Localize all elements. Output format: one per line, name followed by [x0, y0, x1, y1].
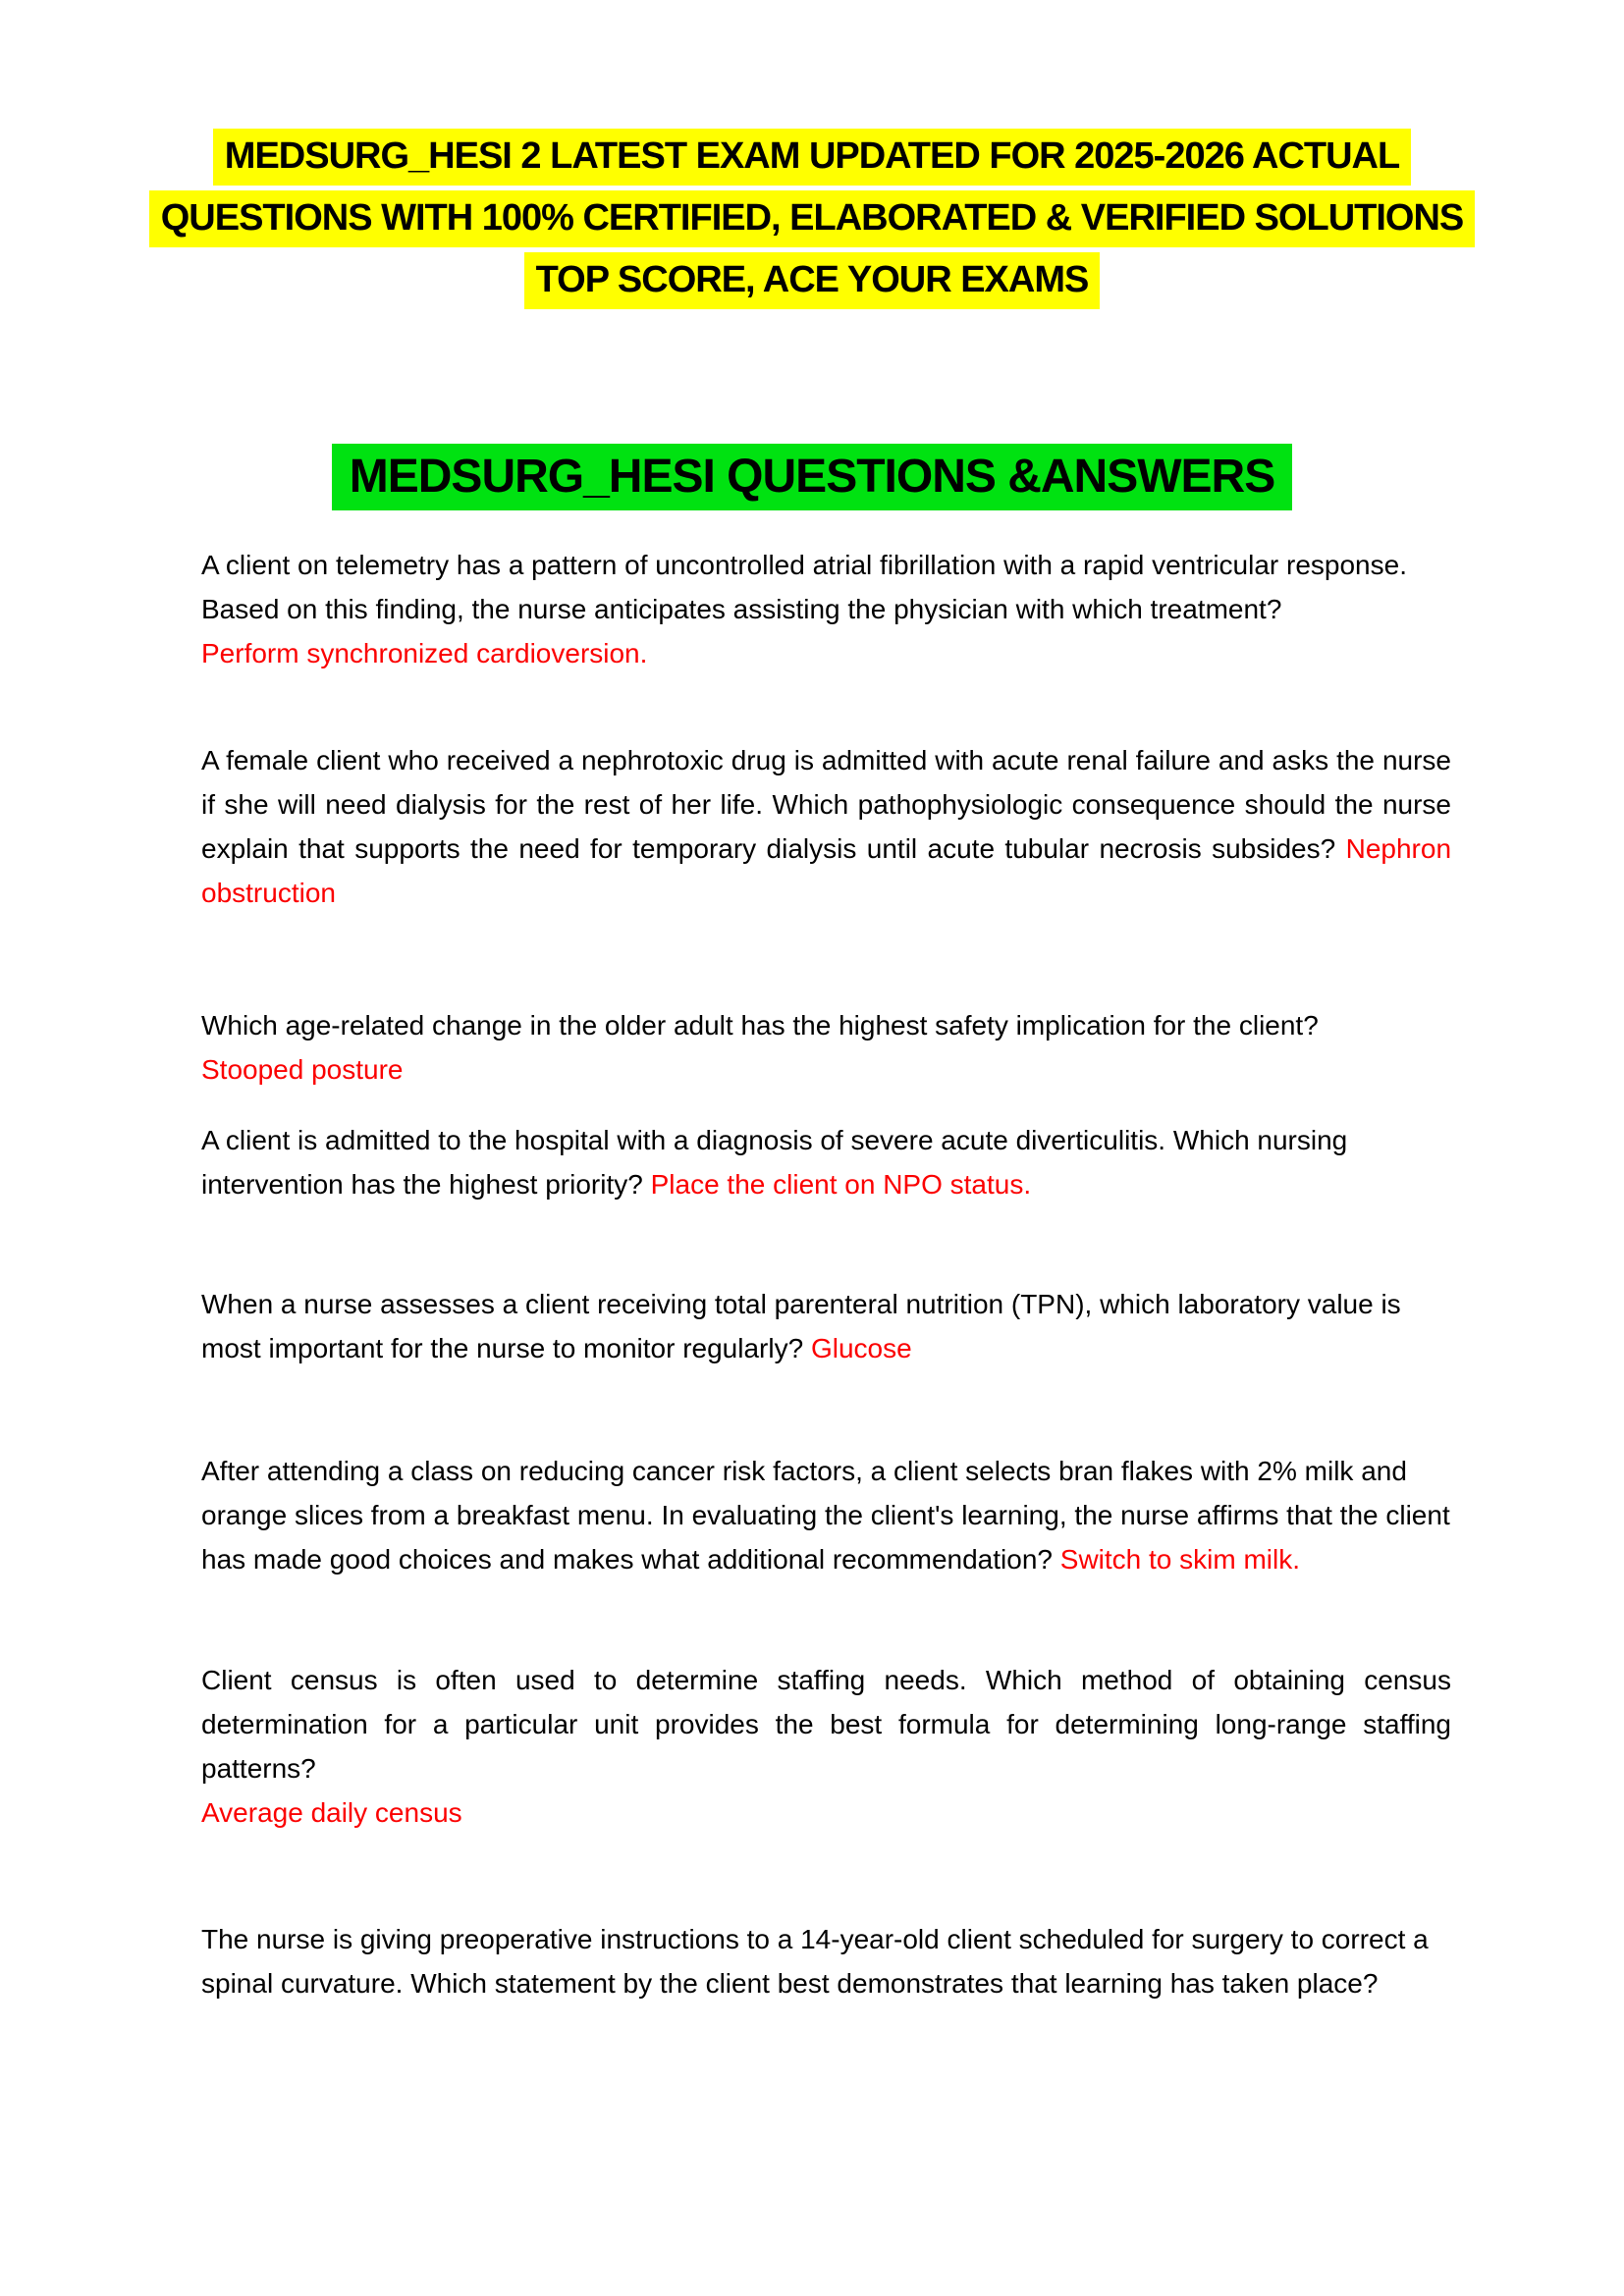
title-line-1: [0, 129, 1624, 186]
question-paragraph: [201, 738, 1451, 915]
title-line-2: [0, 190, 1624, 247]
question-text: Client census is often used to determine staffing needs. Which method of obtaining census determination for a particular unit provides the best formula for determining long-range staffing patterns?: [201, 1665, 1451, 1784]
title-line-3: [0, 252, 1624, 309]
question-paragraph: [201, 1282, 1451, 1370]
section-heading: [0, 444, 1624, 510]
question-text: A female client who received a nephrotoxic drug is admitted with acute renal failure and asks the nurse if she will need dialysis for the rest of her life. Which pathophysiologic consequence should the nurse explain that supports the need for temporary dialysis until acute tubular necrosis subsides?: [201, 745, 1451, 864]
answer-text: Glucose: [810, 1333, 912, 1363]
qa-item: [201, 1282, 1451, 1370]
answer-text: Switch to skim milk.: [1059, 1544, 1301, 1575]
question-text: A client on telemetry has a pattern of uncontrolled atrial fibrillation with a rapid ventricular response. Based on this finding, the nurse anticipates assisting the physician with which treatment?: [201, 550, 1407, 624]
question-paragraph: [201, 1118, 1451, 1206]
answer-text: Stooped posture: [201, 1054, 404, 1085]
title-line-3-text: TOP SCORE, ACE YOUR EXAMS: [524, 252, 1101, 309]
qa-item: [201, 1449, 1451, 1581]
qa-item: [201, 543, 1451, 675]
title-line-1-text: MEDSURG_HESI 2 LATEST EXAM UPDATED FOR 2025-2026 ACTUAL: [213, 129, 1411, 186]
answer-text: Perform synchronized cardioversion.: [201, 638, 648, 668]
document-title: [0, 0, 1624, 309]
answer-text: Nephron obstruction: [201, 833, 1452, 908]
qa-item: [201, 1003, 1451, 1092]
qa-item: [201, 738, 1451, 915]
section-heading-text: MEDSURG_HESI QUESTIONS &ANSWERS: [332, 444, 1292, 510]
title-line-2-text: QUESTIONS WITH 100% CERTIFIED, ELABORATED & VERIFIED SOLUTIONS: [149, 190, 1476, 247]
qa-item: [201, 1118, 1451, 1206]
question-text: Which age-related change in the older adult has the highest safety implication for the client?: [201, 1010, 1319, 1041]
question-text: A client is admitted to the hospital with a diagnosis of severe acute diverticulitis. Which nursing intervention has the highest priority?: [201, 1125, 1348, 1200]
question-text: The nurse is giving preoperative instructions to a 14-year-old client scheduled for surgery to correct a spinal curvature. Which statement by the client best demonstrates that learning has taken place?: [201, 1924, 1429, 1999]
answer-text: Average daily census: [201, 1797, 462, 1828]
qa-item: [201, 1917, 1451, 2005]
qa-item: [201, 1658, 1451, 1835]
question-text: After attending a class on reducing cancer risk factors, a client selects bran flakes with 2% milk and orange slices from a breakfast menu. In evaluating the client's learning, the nurse affirms that the client has made good choices and makes what additional recommendation?: [201, 1456, 1450, 1575]
question-text: When a nurse assesses a client receiving total parenteral nutrition (TPN), which laboratory value is most important for the nurse to monitor regularly?: [201, 1289, 1401, 1363]
answer-text: Place the client on NPO status.: [650, 1169, 1032, 1200]
question-paragraph: [201, 1449, 1451, 1581]
